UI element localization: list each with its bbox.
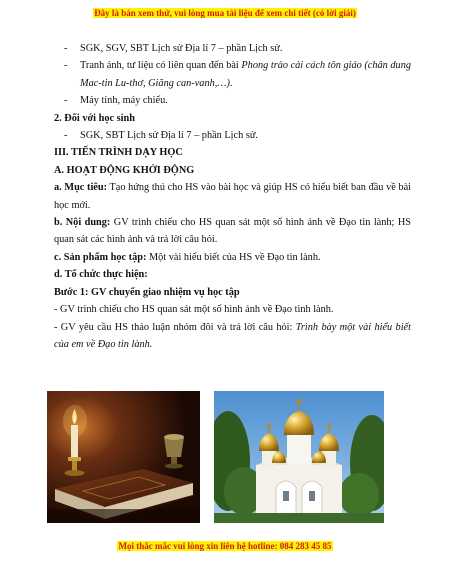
bible-candle-image [47,391,200,523]
teacher-item-italic-text: Phong trào cải cách tôn giáo (chân dung Mac-tin Lu-thơ, Giăng can-vanh,…) [80,60,411,89]
step1-line1: - GV trình chiếu cho HS quan sát một số hình ảnh về Đạo tinh lành. [54,304,334,316]
bullet-dash: - [64,43,68,54]
teacher-item-textbooks [54,40,411,57]
content-paragraph [54,214,411,249]
content-label: b. Nội dung: [54,217,111,229]
document-body [54,40,411,353]
teacher-item-text: SGK, SGV, SBT Lịch sử Địa lí 7 – phần Lịch sử. [80,43,283,54]
preview-notice-text: Đây là bản xem thử, vui lòng mua tài liệu để xem chi tiết (có lời giải) [94,8,356,18]
preview-notice-banner [0,8,450,18]
step1-line2 [54,319,411,354]
student-item-text: SGK, SBT Lịch sử Địa lí 7 – phần Lịch sử. [80,130,259,142]
bullet-dash: - [64,130,68,142]
product-text: Một vài hiểu biết của HS về Đạo tin lành. [146,251,321,263]
teacher-item-text: Tranh ảnh, tư liệu có liên quan đến bài [80,60,242,72]
illustration-row [0,391,450,523]
section-heading: III. TIẾN TRÌNH DẠY HỌC [54,147,183,159]
activity-heading: A. HOẠT ĐỘNG KHỞI ĐỘNG [54,164,195,176]
teacher-item-images [54,57,411,92]
church-image [214,391,384,523]
product-paragraph [54,249,411,266]
organization-heading: d. Tổ chức thực hiện: [54,269,148,281]
teacher-item-devices [54,92,411,109]
student-heading: 2. Đối với học sinh [54,112,135,124]
step1-line2-text: - GV yêu cầu HS thảo luận nhóm đôi và trả lời câu hỏi: [54,321,296,333]
bullet-dash: - [64,95,68,107]
teacher-item-text: Máy tính, máy chiếu. [80,95,168,107]
goal-label: a. Mục tiêu: [54,182,108,194]
content-text: GV trình chiếu cho HS quan sát một số hình ảnh về Đạo tin lành; HS quan sát các hình ảnh và trả lời câu hỏi. [54,217,412,246]
product-label: c. Sản phẩm học tập: [54,251,147,263]
step1-heading: Bước 1: GV chuyển giao nhiệm vụ học tập [54,286,240,298]
hotline-footer [0,541,450,551]
hotline-text: Mọi thắc mắc vui lòng xin liên hệ hotline: 084 283 45 85 [118,541,332,551]
goal-paragraph [54,179,411,214]
student-item [54,127,411,144]
goal-text: Tạo hứng thú cho HS vào bài học và giúp HS có hiểu biết ban đầu về bài học mới. [54,182,412,211]
teacher-item-suffix: . [229,77,233,89]
bullet-dash: - [64,60,68,72]
step1-line2-question: Trình bày một vài hiểu biết của em về Đạo tin lành. [54,321,411,350]
